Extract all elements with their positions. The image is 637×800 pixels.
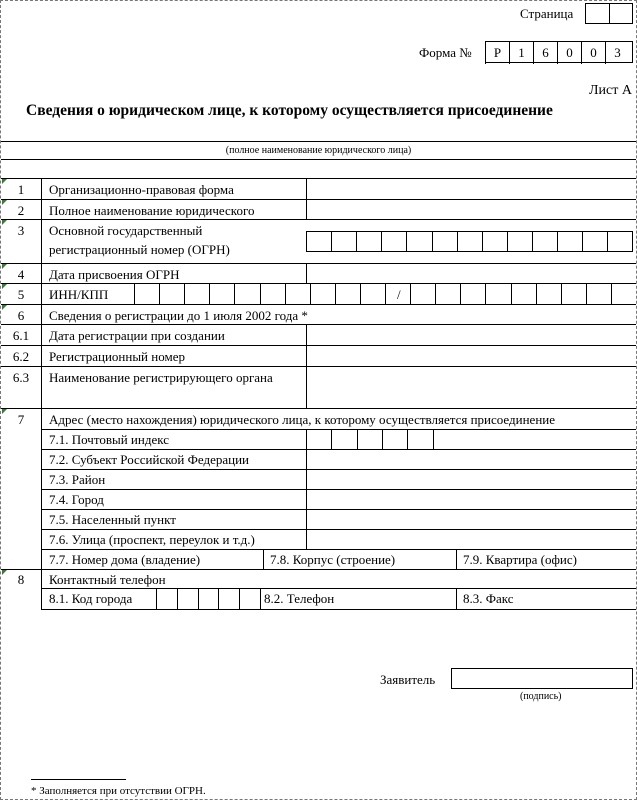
table-row [41, 429, 636, 450]
digit-cell[interactable] [460, 284, 485, 305]
digit-cell[interactable] [410, 284, 435, 305]
row-label: 7.1. Почтовый индекс [49, 432, 169, 447]
inn-kpp-slash: / [397, 287, 401, 302]
city-field[interactable] [307, 490, 636, 510]
form-code-char: 1 [509, 42, 533, 64]
row-label: 7.2. Субъект Российской Федерации [49, 452, 249, 467]
signature-hint: (подпись) [520, 691, 562, 702]
settlement-field[interactable] [307, 510, 636, 530]
digit-cell[interactable] [218, 589, 239, 609]
table-row: 8 Контактный телефон [1, 569, 636, 589]
form-number-label: Форма № [419, 45, 472, 60]
digit-cell[interactable] [532, 232, 557, 251]
postal-code-cells[interactable] [306, 430, 458, 450]
table-row [41, 469, 636, 490]
row-label: Адрес (место нахождения) юридического лица, к которому осуществляется присоединение [49, 412, 556, 427]
row-label: Дата регистрации при создании [49, 328, 225, 343]
digit-cell[interactable] [586, 284, 611, 305]
legal-name-hint: (полное наименование юридического лица) [225, 145, 412, 156]
table-row: 6.1 Дата регистрации при создании [1, 324, 636, 346]
registration-number-field[interactable] [307, 346, 636, 367]
digit-cell[interactable] [485, 284, 510, 305]
digit-cell[interactable] [432, 232, 457, 251]
digit-cell[interactable] [360, 284, 385, 305]
house-number-label[interactable]: 7.7. Номер дома (владение) [49, 552, 201, 567]
table-row: 5 ИНН/КПП / [1, 283, 636, 305]
digit-cell[interactable] [482, 232, 507, 251]
row-label: Дата присвоения ОГРН [49, 267, 180, 282]
federal-subject-field[interactable] [307, 450, 636, 470]
table-row: 6.2 Регистрационный номер [1, 345, 636, 367]
row-label: 7.5. Населенный пункт [49, 512, 176, 527]
table-row: 6 Сведения о регистрации до 1 июля 2002 года * [1, 304, 636, 325]
row-label: Сведения о регистрации до 1 июля 2002 года * [49, 308, 308, 323]
form-code-char: 6 [533, 42, 557, 64]
row-label: Контактный телефон [49, 572, 166, 587]
signature-field[interactable] [451, 668, 633, 689]
ogrn-cells[interactable] [306, 231, 633, 252]
row-label: Регистрационный номер [49, 349, 185, 364]
digit-cell[interactable] [184, 284, 209, 305]
inn-kpp-cells[interactable] [134, 284, 636, 305]
table-row [41, 588, 636, 610]
page-number-label: Страница [520, 6, 574, 21]
table-row: 6.3 Наименование регистрирующего органа [1, 366, 636, 409]
table-row: 4 Дата присвоения ОГРН [1, 263, 636, 284]
digit-cell[interactable] [285, 284, 310, 305]
table-row: 7 Адрес (место нахождения) юридического лица, к которому осуществляется присоединение [1, 408, 636, 430]
ogrn-date-field[interactable] [307, 264, 636, 284]
digit-cell[interactable] [209, 284, 234, 305]
fax-label[interactable]: 8.3. Факс [463, 591, 514, 606]
row-label: Организационно-правовая форма [49, 182, 234, 197]
digit-cell[interactable] [511, 284, 536, 305]
digit-cell[interactable] [457, 232, 482, 251]
row-label: Наименование регистрирующего органа [49, 370, 273, 385]
row-label: 7.3. Район [49, 472, 106, 487]
digit-cell[interactable] [435, 284, 460, 305]
table-row [41, 449, 636, 470]
footnote-divider [31, 779, 126, 780]
digit-cell[interactable] [306, 430, 331, 450]
table-row: 3 Основной государственный регистрационный номер (ОГРН) [1, 219, 636, 264]
street-field[interactable] [307, 530, 636, 550]
digit-cell[interactable] [561, 284, 586, 305]
digit-cell[interactable] [331, 232, 356, 251]
full-name-field[interactable] [307, 200, 636, 220]
digit-cell[interactable] [381, 232, 406, 251]
form-code-char: 3 [605, 42, 629, 64]
table-row [41, 549, 636, 570]
page-number-field[interactable] [585, 3, 633, 24]
main-table [1, 178, 636, 608]
table-row [41, 509, 636, 530]
city-code-label: 8.1. Код города [49, 591, 133, 606]
digit-cell[interactable] [357, 430, 382, 450]
digit-cell[interactable] [407, 430, 432, 450]
registration-date-field[interactable] [307, 325, 636, 346]
row-label: ИНН/КПП [49, 287, 109, 302]
phone-label[interactable]: 8.2. Телефон [264, 591, 335, 606]
form-code-char: 0 [581, 42, 605, 64]
row-label: Полное наименование юридического [49, 203, 255, 218]
sheet-label: Лист А [589, 83, 632, 98]
form-number-cells [485, 41, 633, 63]
digit-cell[interactable] [536, 284, 561, 305]
digit-cell[interactable] [134, 284, 159, 305]
digit-cell[interactable] [331, 430, 356, 450]
digit-cell[interactable] [406, 232, 431, 251]
applicant-label: Заявитель [380, 672, 436, 687]
digit-cell[interactable] [156, 589, 177, 609]
building-label[interactable]: 7.8. Корпус (строение) [270, 552, 396, 567]
form-code-char: 0 [557, 42, 581, 64]
digit-cell[interactable] [607, 232, 632, 251]
digit-cell[interactable] [239, 589, 260, 609]
row-label: 7.6. Улица (проспект, переулок и т.д.) [49, 532, 255, 547]
digit-cell[interactable] [557, 232, 582, 251]
digit-cell[interactable] [159, 284, 184, 305]
digit-cell[interactable] [177, 589, 198, 609]
digit-cell[interactable] [310, 284, 335, 305]
digit-cell[interactable] [507, 232, 532, 251]
digit-cell[interactable] [306, 232, 331, 251]
digit-cell[interactable] [234, 284, 259, 305]
footnote: * Заполняется при отсутствии ОГРН. [31, 785, 206, 797]
page-title: Сведения о юридическом лице, к которому осуществляется присоединение [26, 102, 553, 119]
digit-cell[interactable] [582, 232, 607, 251]
digit-cell[interactable] [382, 430, 407, 450]
digit-cell[interactable] [356, 232, 381, 251]
row-label-line1: Основной государственный [49, 223, 203, 238]
legal-form-field[interactable] [307, 179, 636, 200]
table-row: 2 Полное наименование юридического [1, 199, 636, 220]
table-row: 1 Организационно-правовая форма [1, 178, 636, 200]
digit-cell[interactable] [198, 589, 219, 609]
table-row [41, 529, 636, 550]
row-label-line2: регистрационный номер (ОГРН) [49, 242, 230, 257]
city-code-cells[interactable] [156, 589, 260, 609]
district-field[interactable] [307, 470, 636, 490]
form-code-char: Р [485, 42, 509, 64]
row-label: 7.4. Город [49, 492, 104, 507]
table-row [41, 489, 636, 510]
digit-cell[interactable] [611, 284, 636, 305]
apartment-label[interactable]: 7.9. Квартира (офис) [463, 552, 577, 567]
digit-cell[interactable] [335, 284, 360, 305]
registering-authority-field[interactable] [307, 367, 636, 409]
digit-cell[interactable] [260, 284, 285, 305]
digit-cell[interactable] [433, 430, 458, 450]
